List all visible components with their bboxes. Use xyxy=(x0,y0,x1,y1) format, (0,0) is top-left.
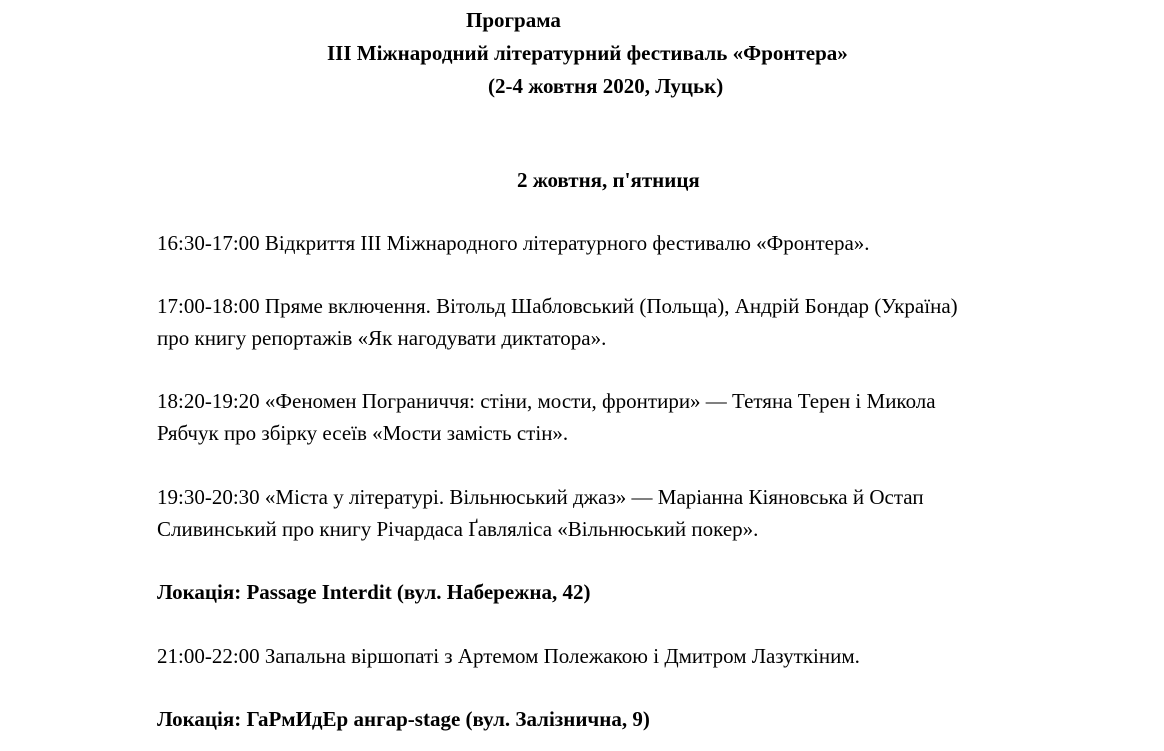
festival-dates-place: (2-4 жовтня 2020, Луцьк) xyxy=(488,74,724,98)
location-passage-interdit: Локація: Passage Interdit (вул. Набережна, 42) xyxy=(157,580,591,604)
schedule-item-live-line-1: 17:00-18:00 Пряме включення. Вітольд Шабловський (Польща), Андрій Бондар (Україна) xyxy=(157,294,958,318)
schedule-item-borderland-line-2: Рябчук про збірку есеїв «Мости замість стін». xyxy=(157,421,569,445)
day-heading: 2 жовтня, п'ятниця xyxy=(517,168,700,192)
schedule-item-poetry-party: 21:00-22:00 Запальна віршопаті з Артемом Полежакою і Дмитром Лазуткіним. xyxy=(157,644,860,668)
schedule-item-cities-line-1: 19:30-20:30 «Міста у літературі. Вільнюський джаз» — Маріанна Кіяновська й Остап xyxy=(157,485,924,509)
festival-title: ІІІ Міжнародний літературний фестиваль «Фронтера» xyxy=(327,41,848,65)
program-label: Програма xyxy=(466,8,561,32)
schedule-item-live-line-2: про книгу репортажів «Як нагодувати диктатора». xyxy=(157,326,607,350)
schedule-item-cities-line-2: Сливинський про книгу Річардаса Ґавляліса «Вільнюський покер». xyxy=(157,517,759,541)
location-garmyder: Локація: ГаРмИдЕр ангар-stage (вул. Залізнична, 9) xyxy=(157,707,650,731)
schedule-item-opening: 16:30-17:00 Відкриття ІІІ Міжнародного літературного фестивалю «Фронтера». xyxy=(157,231,870,255)
schedule-item-borderland-line-1: 18:20-19:20 «Феномен Пограниччя: стіни, мости, фронтири» — Тетяна Терен і Микола xyxy=(157,389,936,413)
